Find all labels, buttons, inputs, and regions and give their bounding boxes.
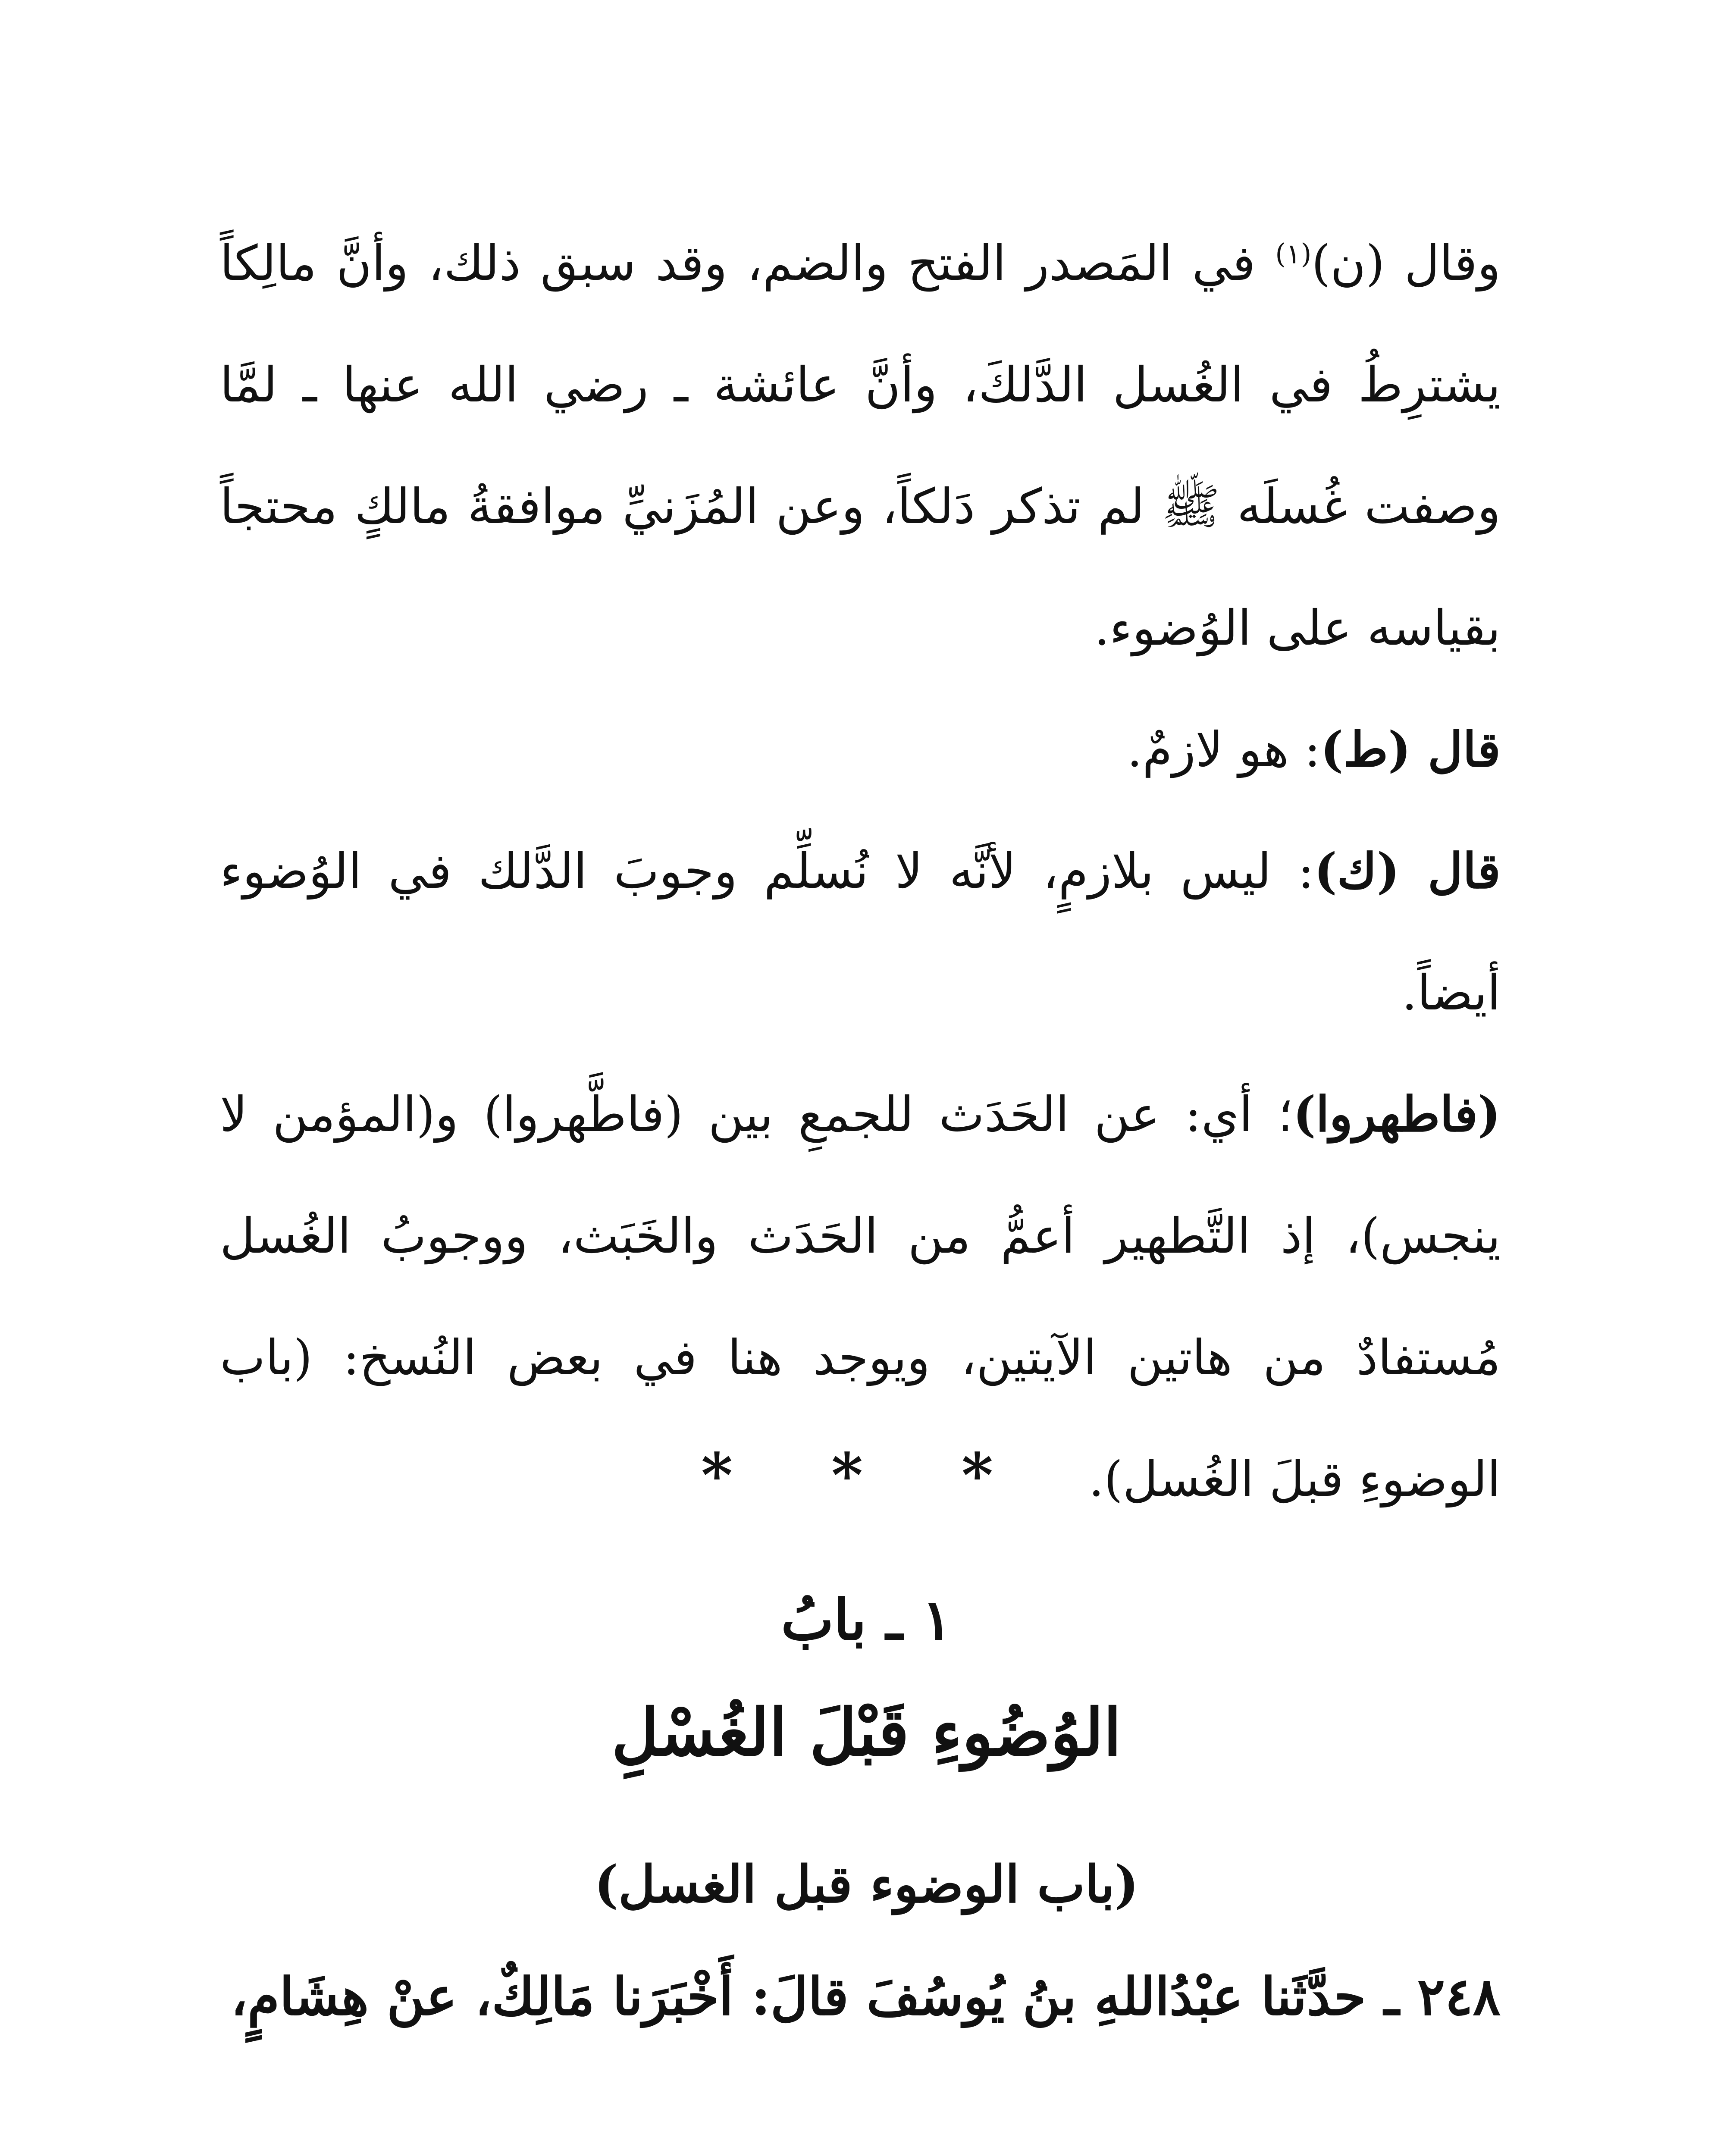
paragraph-1 [220, 203, 1501, 689]
section-separator: * * * [701, 1440, 1032, 1511]
paragraph-3 [220, 811, 1501, 1054]
paragraph-2-label: قال (ط) [1320, 721, 1501, 778]
paragraph-3-text: : ليس بلازمٍ، لأنَّه لا نُسلِّم وجوبَ الدَّلك في الوُضوء أيضاً. [220, 843, 1501, 1021]
chapter-number: ١ ـ بابُ [781, 1587, 952, 1653]
commentary-body [220, 203, 1501, 1540]
paragraph-3-label: قال (ك) [1314, 843, 1501, 899]
hadith-text: ٢٤٨ ـ حدَّثَنا عبْدُاللهِ بنُ يُوسُفَ قالَ: أَخْبَرَنا مَالِكٌ، عنْ هِشَامٍ، [231, 1966, 1501, 2027]
paragraph-1-lead: وقال (ن) [1311, 235, 1501, 291]
paragraph-2 [220, 689, 1501, 811]
footnote-marker: (١) [1275, 238, 1312, 270]
chapter-title: الوُضُوءِ قَبْلَ الغُسْلِ [611, 1695, 1122, 1771]
paragraph-2-text: : هو لازمٌ. [1127, 722, 1321, 778]
paragraph-4-text: ؛ أي: عن الحَدَث للجمعِ بين (فاطَّهروا) و(المؤمن لا ينجس)، إذ التَّطهير أعمُّ من الحَدَث والخَبَث، ووجوبُ الغُسل مُستفادٌ من هاتين الآيتين، ويوجد هنا في بعض النُسخ: (باب الوضوءِ قبلَ الغُسل). [220, 1087, 1501, 1507]
paragraph-4-label: (فاطهروا) [1293, 1086, 1501, 1143]
commentary-heading: (باب الوضوء قبل الغسل) [594, 1854, 1139, 1914]
paragraph-1-text: في المَصدر الفتح والضم، وقد سبق ذلك، وأنَّ مالِكاً يشترِطُ في الغُسل الدَّلكَ، وأنَّ عائشة ـ رضي الله عنها ـ لمَّا وصفت غُسلَه ﷺ لم تذكر دَلكاً، وعن المُزَنيِّ موافقةُ مالكٍ محتجاً بقياسه على الوُضوء. [220, 235, 1501, 656]
